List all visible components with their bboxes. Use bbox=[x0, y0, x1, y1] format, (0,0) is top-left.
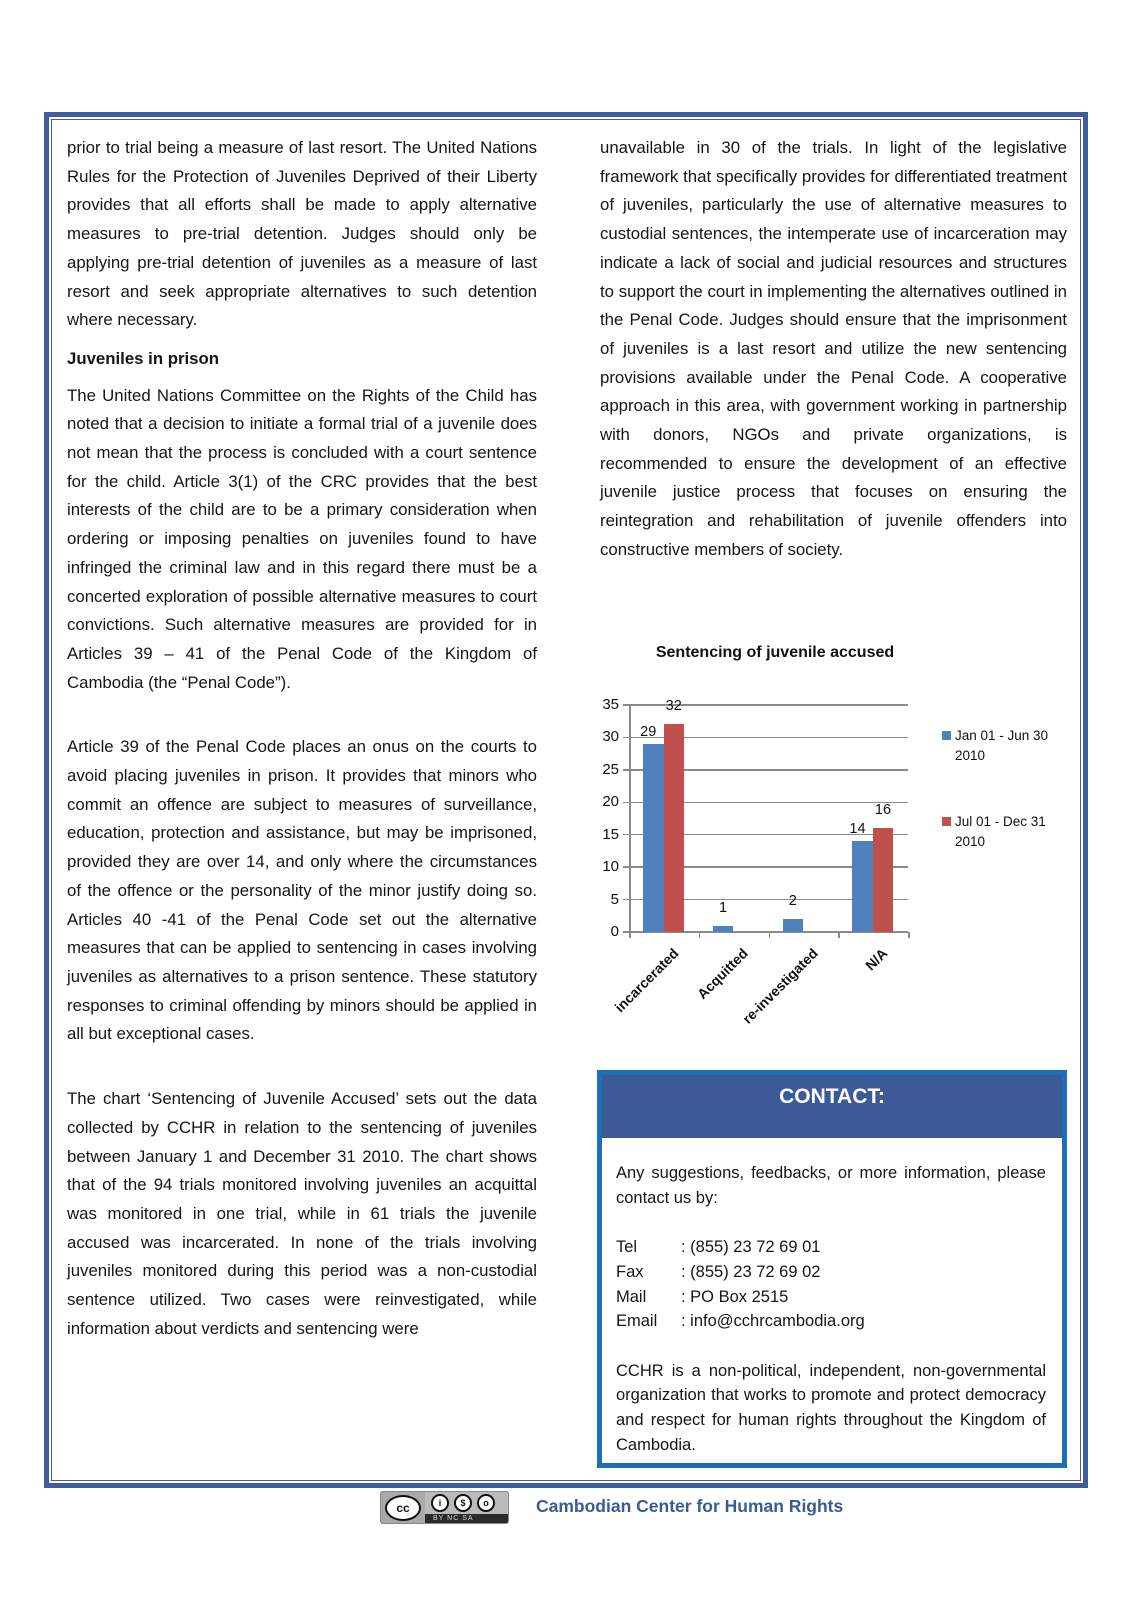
x-category-label: N/A bbox=[862, 945, 891, 974]
legend-swatch-blue-icon bbox=[942, 731, 951, 740]
x-tick-mark bbox=[838, 932, 840, 938]
noncommercial-icon: $ bbox=[454, 1494, 472, 1512]
data-label: 1 bbox=[718, 899, 728, 916]
chart-title: Sentencing of juvenile accused bbox=[655, 644, 895, 661]
left-column bbox=[67, 134, 537, 1343]
x-tick-mark bbox=[629, 932, 631, 938]
y-tick-mark bbox=[623, 866, 629, 868]
right-column bbox=[600, 134, 1067, 565]
paragraph-chart-summary: The chart ‘Sentencing of Juvenile Accused’ sets out the data collected by CCHR in relation to the sentencing of juveniles between January 1 and December 31 2010. The chart shows that of the 94 trials monitored involving juveniles an acquittal was monitored in one trial, while in 61 trials the juvenile accused was incarcerated. In none of the trials involving juveniles monitored during this period was a non-custodial sentence utilized. Two cases were reinvestigated, while information about verdicts and sentencing were bbox=[67, 1089, 537, 1338]
x-category-label: Acquitted bbox=[693, 945, 751, 1002]
x-category-label: incarcerated bbox=[610, 945, 682, 1016]
sharealike-icon: o bbox=[477, 1494, 495, 1512]
y-tick-mark bbox=[623, 834, 629, 836]
y-tick-mark bbox=[623, 899, 629, 901]
y-tick-label: 15 bbox=[602, 825, 619, 843]
y-tick-label: 20 bbox=[602, 793, 619, 811]
contact-row-tel: Tel : (855) 23 72 69 01 bbox=[616, 1235, 1046, 1260]
email-link[interactable]: : info@cchrcambodia.org bbox=[681, 1312, 865, 1331]
paragraph-pretrial: prior to trial being a measure of last resort. The United Nations Rules for the Protection of Juveniles Deprived of their Liberty provides that all efforts shall be made to apply alternative measures to pre-trial detention. Judges should only be applying pre-trial detention of juveniles as a measure of last resort and seek appropriate alternatives to such detention where necessary. bbox=[67, 138, 537, 330]
y-tick-mark bbox=[623, 802, 629, 804]
contact-intro: Any suggestions, feedbacks, or more information, please contact us by: bbox=[616, 1164, 1046, 1207]
contact-row-mail: Mail : PO Box 2515 bbox=[616, 1285, 1046, 1310]
data-label: 2 bbox=[788, 893, 797, 910]
y-tick-mark bbox=[623, 737, 629, 739]
contact-header: CONTACT: bbox=[602, 1075, 1062, 1138]
cc-logo-icon: cc bbox=[385, 1495, 421, 1521]
sentencing-chart bbox=[580, 640, 1080, 1040]
x-tick-mark bbox=[908, 932, 910, 938]
data-label: 14 bbox=[849, 821, 866, 838]
paragraph-legislative-framework: unavailable in 30 of the trials. In light of the legislative framework that specifically provides for differentiated treatment of juveniles, particularly the use of alternative measures to custodial sentences, the intemperate use of incarceration may indicate a lack of social and judicial resources and structures to support the court in implementing the alternatives outlined in the Penal Code. Judges should ensure that the imprisonment of juveniles is a last resort and utilize the new sentencing provisions available under the Penal Code. A cooperative approach in this area, with government working in partnership with donors, NGOs and private organizations, is recommended to ensure the development of an effective juvenile justice process that focuses on ensuring the reintegration and rehabilitation of juvenile offenders into constructive members of society. bbox=[600, 138, 1067, 559]
legend-item-series-2: Jul 01 - Dec 31 2010 bbox=[942, 812, 1046, 852]
x-tick-mark bbox=[769, 932, 771, 938]
cc-sub-labels: BY NC SA bbox=[433, 1515, 474, 1522]
mail-value: : PO Box 2515 bbox=[681, 1287, 789, 1306]
bar-acquitted-series-1 bbox=[713, 926, 734, 932]
bar-reinvestigated-series-1 bbox=[783, 919, 804, 932]
contact-body bbox=[616, 1161, 1046, 1457]
contact-about: CCHR is a non-political, independent, non-governmental organization that works to promote and protect democracy and respect for human rights throughout the Kingdom of Cambodia. bbox=[616, 1361, 1046, 1454]
y-tick-mark bbox=[623, 704, 629, 706]
data-label: 16 bbox=[874, 802, 892, 819]
x-tick-mark bbox=[699, 932, 701, 938]
bar-na-series-1 bbox=[852, 841, 873, 932]
x-category-label: re-investigated bbox=[738, 945, 821, 1027]
bar-incarcerated-series-1 bbox=[643, 744, 664, 932]
attribution-icon: i bbox=[431, 1494, 449, 1512]
contact-row-fax: Fax : (855) 23 72 69 02 bbox=[616, 1260, 1046, 1285]
data-label: 32 bbox=[665, 698, 682, 715]
y-tick-label: 5 bbox=[610, 890, 619, 908]
legend-swatch-red-icon bbox=[942, 817, 951, 826]
contact-row-email: Email : info@cchrcambodia.org bbox=[616, 1309, 1046, 1334]
fax-value: : (855) 23 72 69 02 bbox=[681, 1262, 821, 1281]
paragraph-article-39: Article 39 of the Penal Code places an onus on the courts to avoid placing juveniles in prison. It provides that minors who commit an offence are subject to measures of surveillance, education, protection and assistance, but may be imprisoned, provided they are over 14, and only where the circumstances of the offence or the personality of the minor justify doing so. Articles 40 -41 of the Penal Code set out the alternative measures that can be applied to sentencing in cases involving juveniles as alternatives to a prison sentence. These statutory responses to criminal offending by minors should be applied in all but exceptional cases. bbox=[67, 737, 537, 1044]
chart-plot-area bbox=[602, 696, 908, 1027]
y-tick-label: 30 bbox=[602, 728, 619, 746]
paragraph-un-committee: The United Nations Committee on the Rights of the Child has noted that a decision to initiate a formal trial of a juvenile does not mean that the process is concluded with a court sentence for the child. Article 3(1) of the CRC provides that the best interests of the child are to be a primary consideration when ordering or imposing penalties on juveniles found to have infringed the criminal law and in this regard there must be a concerted exploration of possible alternative measures to court convictions. Such alternative measures are provided for in Articles 39 – 41 of the Penal Code of the Kingdom of Cambodia (the “Penal Code”). bbox=[67, 385, 537, 692]
legend-item-series-1: Jan 01 - Jun 30 2010 bbox=[942, 726, 1048, 766]
y-tick-label: 0 bbox=[610, 923, 619, 940]
y-tick-mark bbox=[623, 769, 629, 771]
y-tick-label: 10 bbox=[602, 858, 619, 876]
contact-box bbox=[597, 1070, 1067, 1468]
creative-commons-license-icon[interactable] bbox=[380, 1491, 509, 1524]
section-heading-juveniles-in-prison: Juveniles in prison bbox=[67, 348, 220, 368]
y-tick-label: 25 bbox=[602, 760, 619, 778]
data-label: 29 bbox=[640, 723, 657, 740]
footer-organization: Cambodian Center for Human Rights bbox=[536, 1496, 844, 1516]
bar-na-series-2 bbox=[873, 828, 894, 932]
bar-incarcerated-series-2 bbox=[664, 724, 685, 932]
tel-value[interactable]: : (855) 23 72 69 01 bbox=[681, 1238, 821, 1257]
y-tick-label: 35 bbox=[602, 696, 619, 713]
